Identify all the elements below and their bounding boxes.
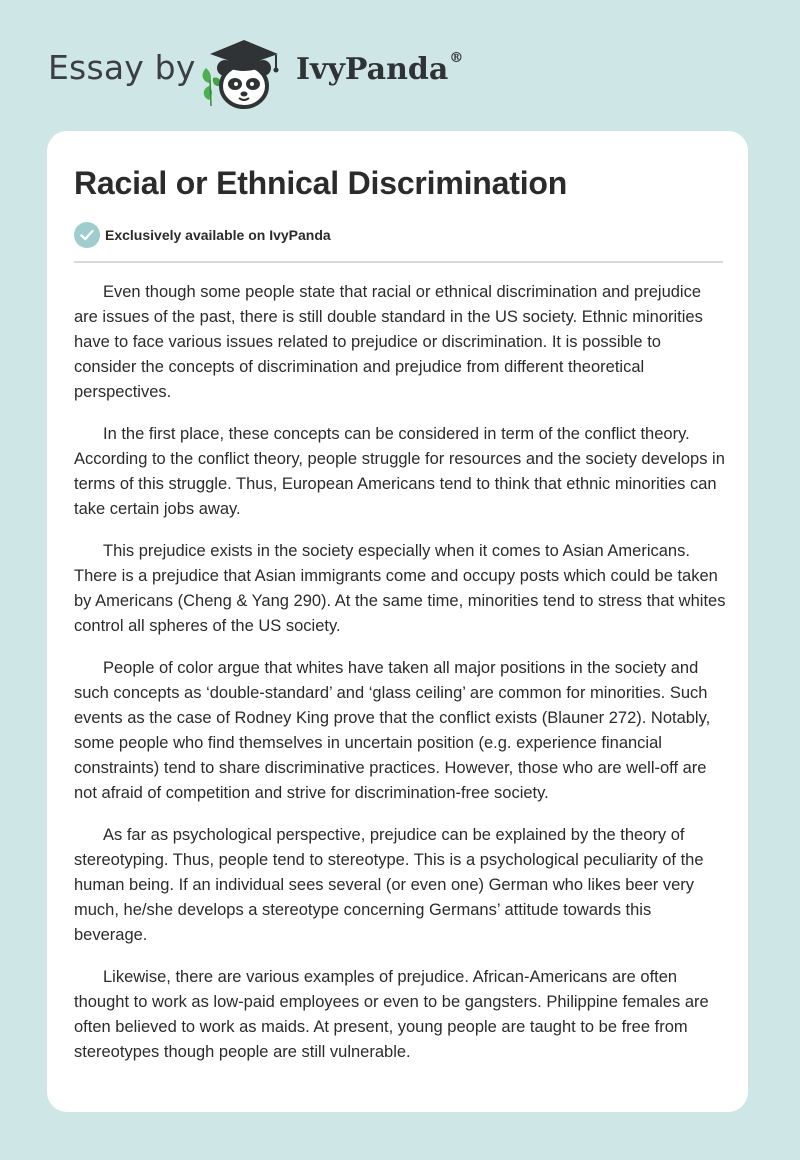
brand-name[interactable] (296, 52, 463, 87)
divider (74, 261, 723, 263)
essay-card (47, 131, 748, 1112)
check-circle-icon (74, 222, 100, 248)
paragraph: People of color argue that whites have taken all major positions in the society and such concepts as ‘double-standard’ and ‘glass ceiling’ are common for minorities. Such events as the case of Rodney King prove that the conflict exists (Blauner 272). Notably, some people who find themselves in uncertain position (e.g. experience financial constraints) tend to share discriminative practices. However, those who are well-off are not afraid of competition and strive for discrimination-free society. (74, 659, 711, 802)
paragraph: This prejudice exists in the society especially when it comes to Asian Americans. There is a prejudice that Asian immigrants come and occupy posts which could be taken by Americans (Cheng & Yang 290). At the same time, minorities tend to stress that whites control all spheres of the US society. (74, 542, 726, 635)
exclusive-badge-label: Exclusively available on IvyPanda (105, 227, 331, 243)
exclusive-badge (74, 222, 331, 248)
essay-body (74, 280, 726, 1082)
paragraph: As far as psychological perspective, prejudice can be explained by the theory of stereotyping. Thus, people tend to stereotype. This is a psychological peculiarity of the human being. If an individual sees several (or even one) German who likes beer very much, he/she develops a stereotype concerning Germans’ attitude towards this beverage. (74, 826, 704, 944)
site-header (0, 0, 800, 130)
paragraph: Even though some people state that racial or ethnical discrimination and prejudice are issues of the past, there is still double standard in the US society. Ethnic minorities have to face various issues related to prejudice or discrimination. It is possible to consider the concepts of discrimination and prejudice from different theoretical perspectives. (74, 283, 703, 401)
page-title: Racial or Ethnical Discrimination (74, 165, 568, 201)
paragraph: In the first place, these concepts can be considered in term of the conflict theory. According to the conflict theory, people struggle for resources and the society develops in terms of this struggle. Thus, European Americans tend to think that ethnic minorities can take certain jobs away. (74, 425, 725, 518)
essay-by-label: Essay by (48, 48, 196, 87)
ivy-leaf-icon (203, 68, 221, 106)
paragraph: Likewise, there are various examples of prejudice. African-Americans are often thought to work as low-paid employees or even to be gangsters. Philippine females are often believed to work as maids. At present, young people are taught to be free from stereotypes though people are still vulnerable. (74, 968, 709, 1061)
brand-name-text: IvyPanda (296, 52, 449, 87)
panda-graduation-cap-icon[interactable] (198, 34, 294, 110)
registered-mark: ® (449, 50, 464, 66)
